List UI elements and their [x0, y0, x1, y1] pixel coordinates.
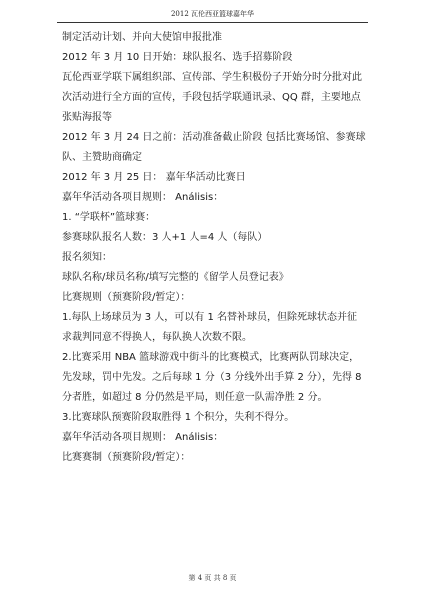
paragraph-team-size: 参赛球队报名人数：3 人+1 人=4 人（每队） — [62, 232, 268, 243]
paragraph-rules-heading-repeat: 嘉年华活动各项目规则： Análisis： — [62, 432, 224, 443]
paragraph-match-rules-heading: 比赛规则（预赛阶段/暂定）： — [62, 292, 191, 303]
paragraph-registration-date: 2012 年 3 月 10 日开始：球队报名、选手招募阶段 — [62, 52, 293, 63]
paragraph-publicity: 瓦伦西亚学联下属组织部、宣传部、学生积极份子开始分时分批对此次活动进行全方面的宣传，手段包括学联通讯录、QQ 群，主要地点张贴海报等 — [62, 72, 362, 123]
paragraph-signup-requirements: 球队名称/球员名称/填写完整的《留学人员登记表》 — [62, 272, 289, 283]
paragraph-rule-1: 1.每队上场球员为 3 人，可以有 1 名替补球员，但除死球状态并征求裁判同意不得换人，每队换人次数不限。 — [62, 312, 357, 343]
paragraph-rule-3: 3.比赛球队预赛阶段取胜得 1 个积分，失利不得分。 — [62, 412, 295, 423]
paragraph-plan: 制定活动计划、并向大使馆申报批准 — [62, 32, 222, 43]
document-body — [62, 28, 366, 468]
paragraph-signup-notes: 报名须知： — [62, 252, 112, 263]
page-header: 2012 瓦伦西亚篮球嘉年华 — [170, 10, 255, 18]
paragraph-rules-heading: 嘉年华活动各项目规则： Análisis： — [62, 192, 224, 203]
page-footer: 第 4 页 共 8 页 — [188, 574, 237, 582]
paragraph-rule-2: 2.比赛采用 NBA 篮球游戏中街斗的比赛模式，比赛两队罚球决定，先发球，罚中先发。之后每球 1 分（3 分线外出手算 2 分），先得 8 分者胜，如超过 8 分仍然是平局，则任意一队需净胜 2 分。 — [62, 352, 362, 403]
paragraph-preparation-deadline: 2012 年 3 月 24 日之前：活动准备截止阶段 包括比赛场馆、参赛球队、主赞助商确定 — [62, 132, 366, 163]
paragraph-format-heading: 比赛赛制（预赛阶段/暂定）： — [62, 452, 191, 463]
header-divider — [57, 22, 368, 23]
paragraph-event-day: 2012 年 3 月 25 日： 嘉年华活动比赛日 — [62, 172, 246, 183]
paragraph-basketball-title: 1. “学联杯”篮球赛： — [62, 212, 156, 223]
